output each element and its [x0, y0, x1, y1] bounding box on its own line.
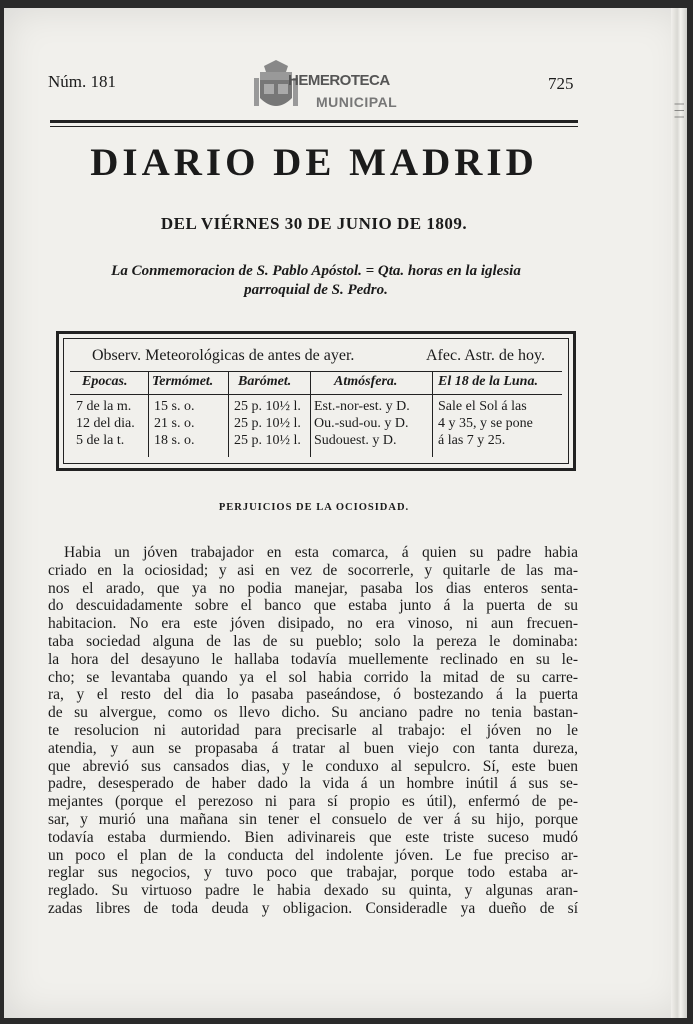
article-body — [48, 544, 578, 918]
issue-number: Núm. 181 — [48, 72, 116, 91]
cell-epoca: 7 de la m. — [76, 399, 132, 414]
column-header-termometro: Termómet. — [152, 374, 214, 389]
column-header-luna: El 18 de la Luna. — [438, 374, 538, 389]
cell-astronomy: Sale el Sol á las — [438, 399, 527, 414]
article-line: nos el arado, que ya no podia manejar, pasaba los dias enteros senta- — [48, 579, 578, 597]
column-divider — [228, 371, 229, 457]
cell-termometro: 15 s. o. — [154, 399, 195, 414]
newspaper-page — [4, 8, 687, 1018]
meteorology-table-inner-border — [63, 338, 569, 464]
cell-atmosfera: Sudouest. y D. — [314, 433, 397, 448]
article-line: mejantes (porque el perezoso ni para sí propio es útil), enfermó de pe- — [48, 793, 578, 811]
cell-barometro: 25 p. 10½ l. — [234, 399, 301, 414]
page-number: 725 — [548, 74, 574, 93]
masthead-title: DIARIO DE MADRID — [90, 141, 538, 184]
cell-astronomy: 4 y 35, y se pone — [438, 416, 533, 431]
article-line: cho; se levantaba quando ya el sol habia corrido la mitad de su carre- — [48, 668, 578, 686]
article-line: padre, desesperado de haber dado la vida á un hombre inútil á sus se- — [48, 775, 578, 793]
next-page-edge — [671, 8, 687, 1018]
column-divider — [310, 371, 311, 457]
table-rule — [70, 394, 562, 395]
header-rule-thick — [50, 120, 578, 123]
article-line: reglar sus negocios, y tuvo poco que trabajar, porque todo estaba ar- — [48, 864, 578, 882]
article-line: Habia un jóven trabajador en esta comarca, á quien su padre habia — [64, 544, 578, 561]
article-line: sar, y murió una mañana sin tener el consuelo de ver á su hijo, porque — [48, 810, 578, 828]
article-line: te resolucion ni autoridad para precisarle al trabajo: el jóven no le — [48, 721, 578, 739]
cell-epoca: 5 de la t. — [76, 433, 125, 448]
article-line: que abrevió sus cansados dias, y le conduxo al sepulcro. Sí, este buen — [48, 757, 578, 775]
meteorology-title: Observ. Meteorológicas de antes de ayer. — [92, 347, 355, 364]
stamp-text-line2: MUNICIPAL — [316, 94, 398, 110]
column-header-epocas: Epocas. — [82, 374, 128, 389]
cell-barometro: 25 p. 10½ l. — [234, 416, 301, 431]
issue-date: DEL VIÉRNES 30 DE JUNIO DE 1809. — [160, 214, 468, 233]
cell-termometro: 21 s. o. — [154, 416, 195, 431]
column-header-barometro: Barómet. — [238, 374, 292, 389]
column-divider — [432, 371, 433, 457]
column-divider — [148, 371, 149, 457]
religious-notice-line1: La Conmemoracion de S. Pablo Apóstol. = Qta. horas en la iglesia — [111, 263, 521, 279]
article-line: criado en la ociosidad; y asi en vez de socorrerle, y quitarle de las ma- — [48, 561, 578, 579]
meteorology-table — [56, 331, 576, 471]
cell-atmosfera: Ou.-sud-ou. y D. — [314, 416, 409, 431]
religious-notice — [76, 262, 556, 300]
article-title: PERJUICIOS DE LA OCIOSIDAD. — [218, 502, 410, 513]
cell-epoca: 12 del dia. — [76, 416, 135, 431]
article-line: todavía estaba durmiendo. Bien adivinareis que este triste suceso mudó — [48, 828, 578, 846]
article-line: atendia, y aun se propasaba á tratar al buen viejo con tanta dureza, — [48, 739, 578, 757]
cell-atmosfera: Est.-nor-est. y D. — [314, 399, 410, 414]
table-rule — [70, 371, 562, 372]
article-line: habitacion. No era este jóven disipado, no era vinoso, ni aun frecuen- — [48, 615, 578, 633]
article-line: la hora del desayuno le hallaba todavía muellemente reclinado en su le- — [48, 650, 578, 668]
article-line: do descuidadamente sobre el banco que estaba junto á la puerta de su — [48, 597, 578, 615]
library-stamp — [244, 56, 434, 118]
column-header-atmosfera: Atmósfera. — [334, 374, 398, 389]
article-line: zadas libres de toda deuda y obligacion. Consideradle ya dueño de sí — [48, 899, 578, 917]
article-line: reglado. Su virtuoso padre le habia dexado su quinta, y algunas aran- — [48, 882, 578, 900]
cell-barometro: 25 p. 10½ l. — [234, 433, 301, 448]
edge-mark: | | | — [674, 103, 685, 120]
religious-notice-line2: parroquial de S. Pedro. — [244, 282, 388, 298]
article-line: taba sociedad alguna de las de su pueblo; solo la pereza le dominaba: — [48, 632, 578, 650]
cell-astronomy: á las 7 y 25. — [438, 433, 506, 448]
astronomy-title: Afec. Astr. de hoy. — [426, 347, 545, 364]
cell-termometro: 18 s. o. — [154, 433, 195, 448]
article-line: de su alvergue, como os llevo dicho. Su anciano padre no tenia bastan- — [48, 704, 578, 722]
article-line: ra, y el resto del dia lo pasaba paseándose, ó bostezando á la puerta — [48, 686, 578, 704]
article-line: un poco el plan de la conducta del indolente jóven. Le fue preciso ar- — [48, 846, 578, 864]
header-rule-thin — [50, 126, 578, 127]
stamp-text-line1: HEMEROTECA — [288, 72, 390, 89]
